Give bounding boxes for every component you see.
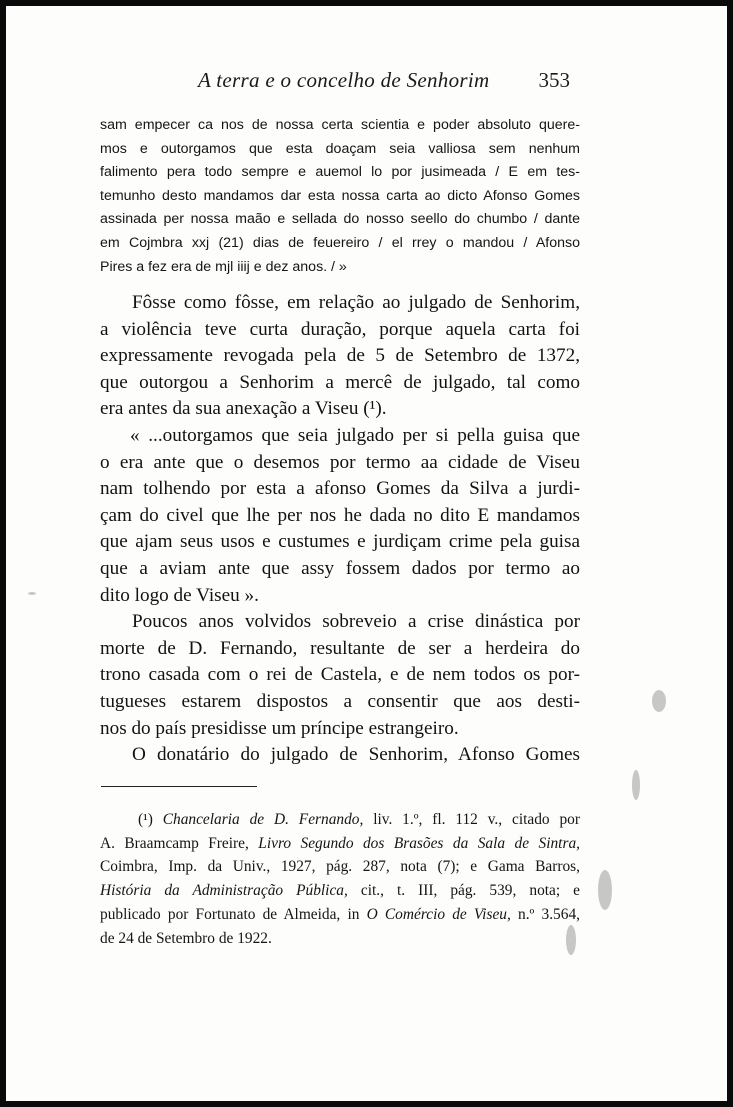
body-line: nam tolhendo por esta a afonso Gomes da Silva a jurdi- <box>100 478 580 500</box>
footnote-source-title: Chancelaria de D. Fernando, <box>162 811 364 828</box>
quote-line: temunho desto mandamos dar esta nossa carta ao dicto Afonso Gomes <box>100 187 580 204</box>
body-line: a violência teve curta duração, porque aquela carta foi <box>100 318 580 340</box>
body-line: çam do civel que lhe per nos he dada no dito E mandamos <box>100 504 580 526</box>
scan-speck <box>652 690 666 712</box>
scan-speck <box>28 592 36 595</box>
body-line: « ...outorgamos que seia julgado per si pella guisa que <box>130 424 580 446</box>
body-line: o era ante que o desemos por termo aa cidade de Viseu <box>100 451 580 473</box>
footnote-line: Coimbra, Imp. da Univ., 1927, pág. 287, nota (7); e Gama Barros, <box>100 858 580 876</box>
scan-speck <box>566 925 576 955</box>
footnote-line <box>100 903 580 927</box>
footnote-source-title: Livro Segundo dos Brasões da Sala de Sintra, <box>258 834 580 852</box>
quote-line: Pires a fez era de mjl iiij e dez anos. / » <box>100 258 347 275</box>
quote-line: em Cojmbra xxj (21) dias de feuereiro / el rrey o mandou / Afonso <box>100 234 580 251</box>
page-number: 353 <box>538 68 570 92</box>
body-text <box>100 290 580 769</box>
footnote <box>100 808 580 950</box>
body-line: nos do país presidisse um príncipe estrangeiro. <box>100 717 459 739</box>
scan-speck <box>632 770 640 800</box>
footnote-line <box>100 879 580 903</box>
body-line: trono casada com o rei de Castela, e de nem todos os por- <box>100 664 580 686</box>
footnote-source-title: História da Administração Pública, <box>100 882 348 900</box>
scan-speck <box>598 870 612 910</box>
body-line: expressamente revogada pela de 5 de Setembro de 1372, <box>100 345 580 367</box>
body-line: O donatário do julgado de Senhorim, Afonso Gomes <box>132 744 580 766</box>
quote-line: assinada per nossa maão e sellada do nosso seello do chumbo / dante <box>100 211 580 228</box>
footnote-text: A. Braamcamp Freire, <box>100 834 249 852</box>
quote-line: falimento pera todo sempre e auemol lo por jusimeada / E em tes- <box>100 164 580 181</box>
footnote-line <box>100 832 580 856</box>
body-line: Fôsse como fôsse, em relação ao julgado de Senhorim, <box>132 292 580 313</box>
footnote-source-title: O Comércio de Viseu, <box>366 905 511 923</box>
footnote-marker: (¹) <box>138 811 153 828</box>
body-line: que a aviam ante que assy fossem dados por termo ao <box>100 557 580 579</box>
running-title: A terra e o concelho de Senhorim <box>198 68 490 92</box>
footnote-line: de 24 de Setembro de 1922. <box>100 929 272 947</box>
body-line: dito logo de Viseu ». <box>100 584 259 606</box>
quote-line: sam empecer ca nos de nossa certa scientia e poder absoluto quere- <box>100 117 580 133</box>
quote-line: mos e outorgamos que esta doaçam seia valliosa sem nenhum <box>100 140 580 157</box>
footnote-text: n.º 3.564, <box>518 905 580 923</box>
footnote-text: cit., t. III, pág. 539, nota; e <box>360 882 580 900</box>
footnote-text: publicado por Fortunato de Almeida, in <box>100 905 360 923</box>
footnote-divider <box>101 786 257 787</box>
footnote-line <box>100 808 580 832</box>
body-line: era antes da sua anexação a Viseu (¹). <box>100 398 387 420</box>
body-line: tugueses estarem dispostos a consentir que aos desti- <box>100 690 580 712</box>
body-line: morte de D. Fernando, resultante de ser a herdeira do <box>100 637 580 659</box>
body-line: que ajam seus usos e custumes e jurdiçam crime pela guisa <box>100 531 580 553</box>
body-line: que outorgou a Senhorim a mercê de julgado, tal como <box>100 371 580 393</box>
running-head <box>100 68 580 96</box>
footnote-text: liv. 1.º, fl. 112 v., citado por <box>373 811 580 828</box>
quoted-document-excerpt <box>100 114 580 279</box>
body-line: Poucos anos volvidos sobreveio a crise dinástica por <box>132 611 580 633</box>
